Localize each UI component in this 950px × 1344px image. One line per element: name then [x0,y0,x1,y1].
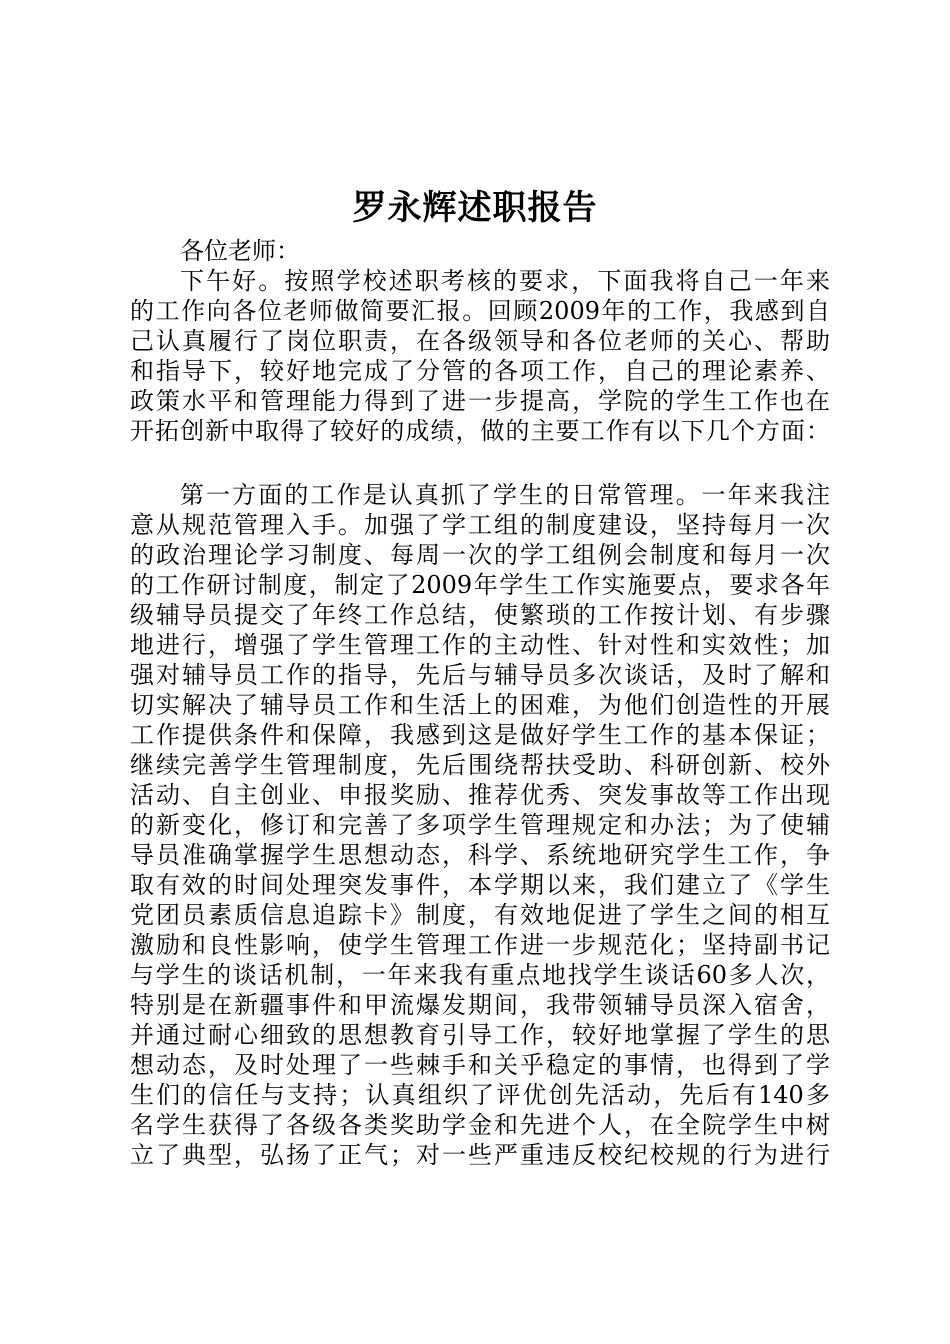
section1-line: 活动、自主创业、申报奖励、推荐优秀、突发事故等工作出现 [130,781,830,809]
section1-line: 的政治理论学习制度、每周一次的学工组例会制度和每月一次 [130,541,830,569]
section1-line: 生们的信任与支持；认真组织了评优创先活动，先后有140多 [130,1081,830,1109]
section1-line: 取有效的时间处理突发事件，本学期以来，我们建立了《学生 [130,871,830,899]
intro-line: 和指导下，较好地完成了分管的各项工作，自己的理论素养、 [130,357,830,385]
section1-line: 工作提供条件和保障，我感到这是做好学生工作的基本保证； [130,721,830,749]
intro-line: 政策水平和管理能力得到了进一步提高，学院的学生工作也在 [130,387,830,415]
intro-line: 开拓创新中取得了较好的成绩，做的主要工作有以下几个方面： [130,417,830,445]
section1-line: 激励和良性影响，使学生管理工作进一步规范化；坚持副书记 [130,931,830,959]
intro-line: 己认真履行了岗位职责，在各级领导和各位老师的关心、帮助 [130,327,830,355]
section1-line: 导员准确掌握学生思想动态，科学、系统地研究学生工作，争 [130,841,830,869]
section1-line: 的工作研讨制度，制定了2009年学生工作实施要点，要求各年 [130,571,830,599]
section1-line: 继续完善学生管理制度，先后围绕帮扶受助、科研创新、校外 [130,751,830,779]
intro-line: 的工作向各位老师做简要汇报。回顾2009年的工作，我感到自 [130,297,830,325]
section1-line: 并通过耐心细致的思想教育引导工作，较好地掌握了学生的思 [130,1021,830,1049]
greeting: 各位老师： [180,237,300,265]
section1-line: 名学生获得了各级各类奖助学金和先进个人，在全院学生中树 [130,1111,830,1139]
section1-line: 意从规范管理入手。加强了学工组的制度建设，坚持每月一次 [130,511,830,539]
section1-line: 立了典型，弘扬了正气；对一些严重违反校纪校规的行为进行 [130,1141,830,1169]
section1-line: 党团员素质信息追踪卡》制度，有效地促进了学生之间的相互 [130,901,830,929]
section1-line: 强对辅导员工作的指导，先后与辅导员多次谈话，及时了解和 [130,661,830,689]
section1-line: 与学生的谈话机制，一年来我有重点地找学生谈话60多人次， [130,961,830,989]
section1-line: 特别是在新疆事件和甲流爆发期间，我带领辅导员深入宿舍， [130,991,830,1019]
document-title: 罗永辉述职报告 [352,188,598,228]
section1-line: 想动态，及时处理了一些棘手和关乎稳定的事情，也得到了学 [130,1051,830,1079]
section1-line: 切实解决了辅导员工作和生活上的困难，为他们创造性的开展 [130,691,830,719]
section1-line: 第一方面的工作是认真抓了学生的日常管理。一年来我注 [180,481,830,509]
intro-line: 下午好。按照学校述职考核的要求，下面我将自己一年来 [180,267,830,295]
section1-line: 级辅导员提交了年终工作总结，使繁琐的工作按计划、有步骤 [130,601,830,629]
section1-line: 地进行，增强了学生管理工作的主动性、针对性和实效性；加 [130,631,830,659]
section1-line: 的新变化，修订和完善了多项学生管理规定和办法；为了使辅 [130,811,830,839]
